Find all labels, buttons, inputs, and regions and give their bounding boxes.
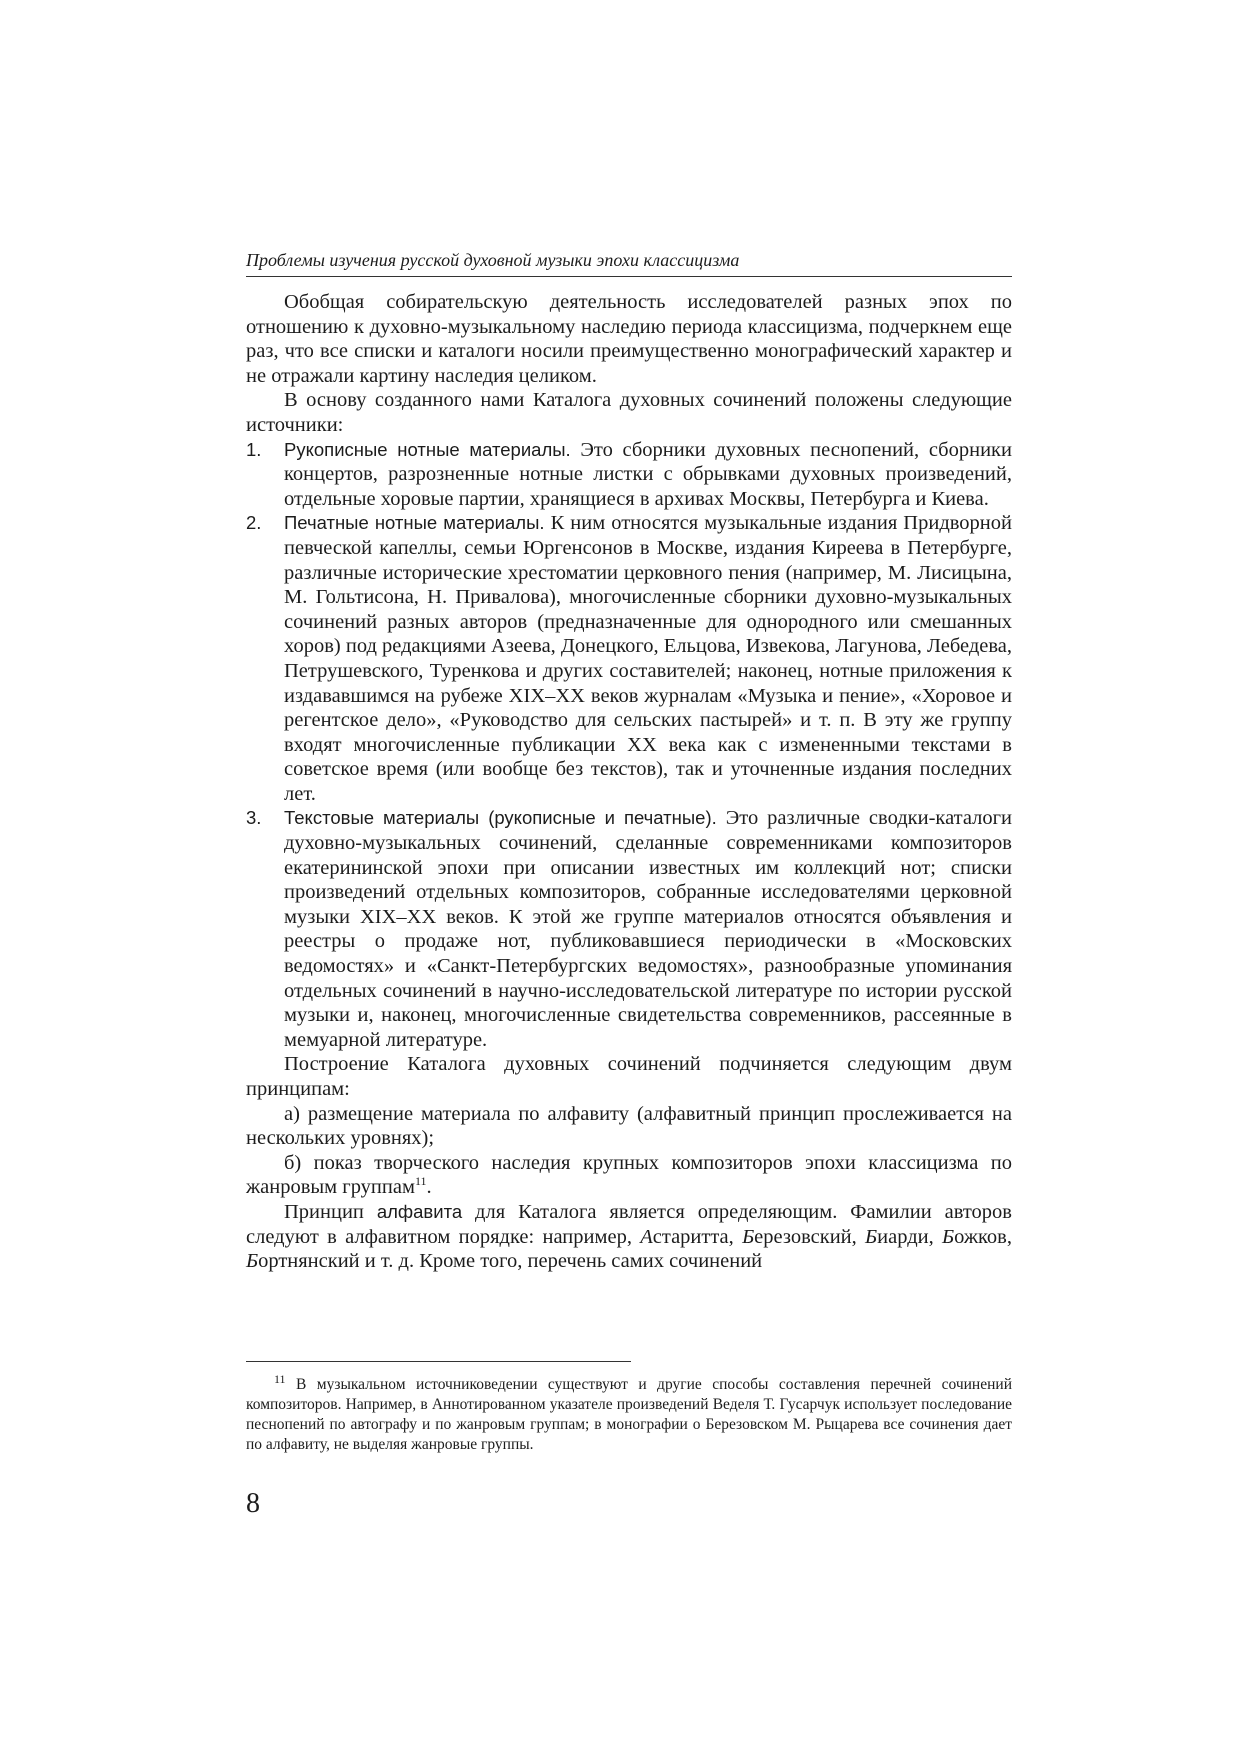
footnote-ref[interactable]: 11 (414, 1174, 427, 1189)
list-text: Это различные сводки-каталоги духовно-музыкальных сочинений, сделанные современниками композиторов екатерининской эпохи при описании известных им коллекций нот; списки произведений отдельных композиторов, собранные исследователями церковной музыки XIX–XX веков. К этой же группе материалов относятся объявления и реестры о продаже нот, публиковавшиеся периодически в «Московских ведомостях» и «Санкт-Петербургских ведомостях», разнообразные упоминания отдельных сочинений в научно-исследовательской литературе по истории русской музыки и, наконец, многочисленные свидетельства современников, рассеянные в мемуарной литературе. (284, 807, 1012, 1051)
main-text (246, 290, 1012, 1274)
list-number: 2. (246, 512, 262, 534)
italic-initial: Б (865, 1225, 878, 1248)
principle-a: а) размещение материала по алфавиту (алфавитный принцип прослеживается на нескольких уровнях); (246, 1102, 1012, 1150)
text-run: для Каталога является определяющим. Фамилии авторов следуют в алфавитном порядке: например, (246, 1200, 1012, 1248)
text-run: ожков, (954, 1225, 1012, 1248)
italic-initial: Б (942, 1225, 955, 1248)
footnote-divider (246, 1361, 631, 1362)
list-item-3 (246, 806, 1012, 1052)
text-run: и т. д. Кроме того, перечень самих сочинений (359, 1250, 763, 1273)
list-item-1 (246, 438, 1012, 512)
italic-initial: Б (246, 1250, 259, 1273)
list-number: 3. (246, 807, 262, 829)
text-run: ерезовский, (754, 1225, 866, 1248)
list-lead: Рукописные нотные материалы. (284, 438, 571, 460)
list-lead: Печатные нотные материалы. (284, 512, 545, 534)
list-number: 1. (246, 438, 262, 460)
principle-b-end: . (426, 1176, 432, 1199)
principle-b-text: б) показ творческого наследия крупных композиторов эпохи классицизма по жанровым группам (246, 1151, 1012, 1199)
paragraph: Построение Каталога духовных сочинений подчиняется следующим двум принципам: (246, 1053, 1012, 1100)
footnote-number: 11 (274, 1371, 286, 1386)
list-text: К ним относятся музыкальные издания Придворной певческой капеллы, семьи Юргенсонов в Москве, издания Киреева в Петербурге, различные исторические хрестоматии церковного пения (например, М. Лисицына, М. Гольтисона, Н. Привалова), многочисленные сборники духовно-музыкальных сочинений разных авторов (предназначенные для однородного или смешанных хоров) под редакциями Азеева, Донецкого, Ельцова, Извекова, Лагунова, Лебедева, Петрушевского, Туренкова и других составителей; наконец, нотные приложения к издававшимся на рубеже XIX–XX веков журналам «Музыка и пение», «Хоровое и регентское дело», «Руководство для сельских пастырей» и т. п. В эту же группу входят многочисленные публикации XX века как с измененными текстами в советское время (или вообще без текстов), так и уточненные издания последних лет. (284, 512, 1012, 805)
text-run: Принцип (284, 1200, 377, 1223)
footnote (246, 1371, 1012, 1455)
paragraph: В основу созданного нами Каталога духовных сочинений положены следующие источники: (246, 389, 1012, 436)
list-item-2 (246, 511, 1012, 806)
italic-initial: Б (742, 1225, 755, 1248)
paragraph (246, 1200, 1012, 1274)
text-run: ортнянский (258, 1250, 360, 1273)
list-text: Это сборники духовных песнопений, сборники концертов, разрозненные нотные листки с обрывками духовных произведений, отдельные хоровые партии, хранящиеся в архивах Москвы, Петербурга и Киева. (284, 438, 1012, 510)
footnote-text: В музыкальном источниковедении существуют и другие способы составления перечней сочинений композиторов. Например, в Аннотированном указателе произведений Веделя Т. Гусарчук использует последование песнопений по автографу и по жанровым группам; в монографии о Березовском М. Рыцарева все сочинения дает по алфавиту, не выделяя жанровые группы. (246, 1376, 1012, 1453)
italic-initial: А (640, 1225, 653, 1248)
principle-b (246, 1151, 1012, 1200)
text-run: старитта, (652, 1225, 743, 1248)
paragraph: Обобщая собирательскую деятельность исследователей разных эпох по отношению к духовно-музыкальному наследию периода классицизма, подчеркнем еще раз, что все списки и каталоги носили преимущественно монографический характер и не отражали картину наследия целиком. (246, 291, 1012, 387)
page-number: 8 (246, 1488, 260, 1519)
text-run: иарди, (877, 1225, 942, 1248)
text-run-sans: алфавита (376, 1200, 463, 1222)
list-lead: Текстовые материалы (рукописные и печатные). (284, 807, 717, 829)
running-head: Проблемы изучения русской духовной музыки эпохи классицизма (246, 249, 1012, 277)
